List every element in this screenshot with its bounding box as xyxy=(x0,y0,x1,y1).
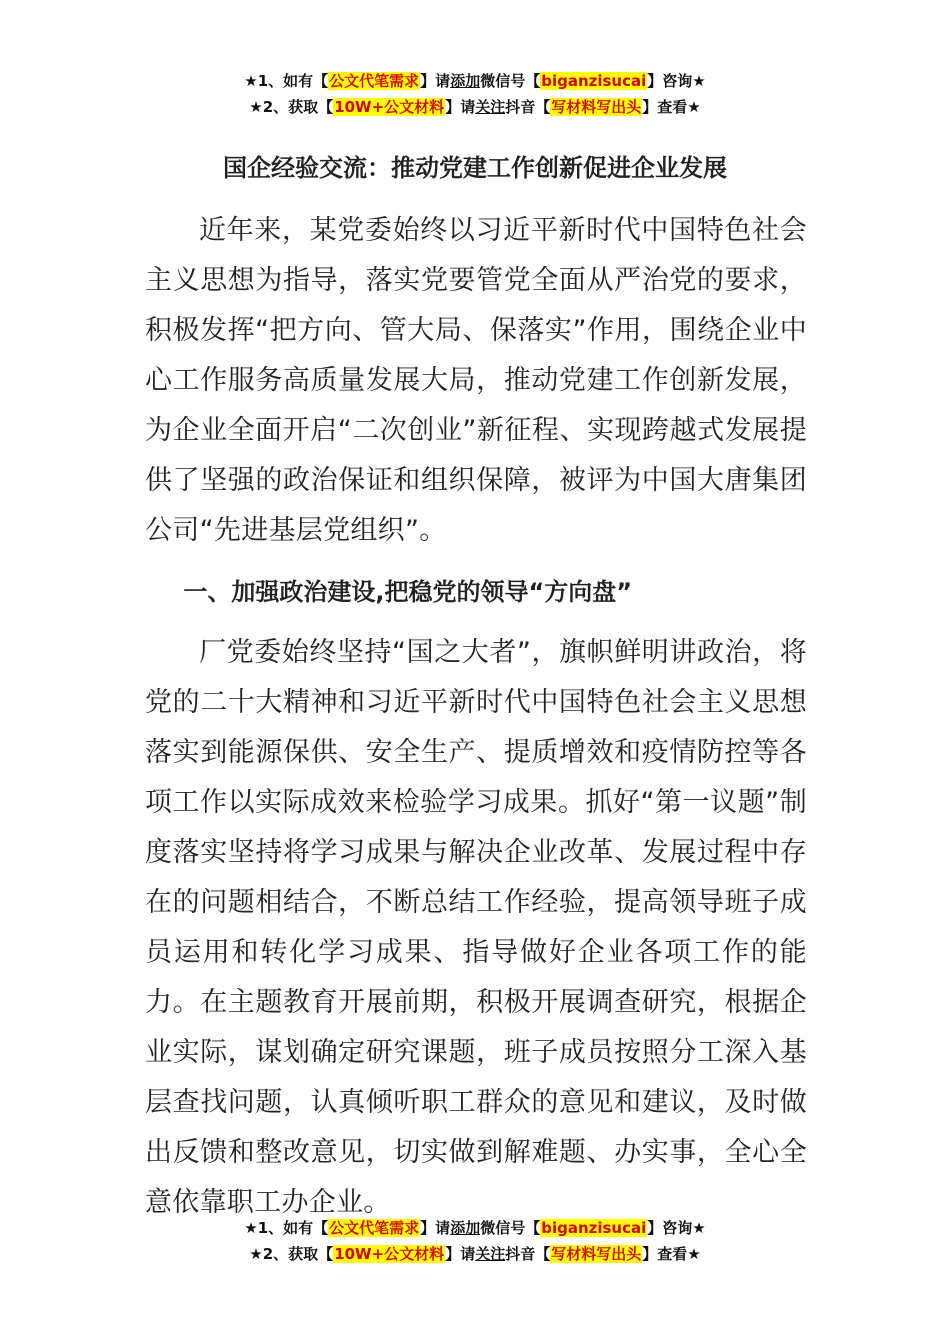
notice-text: 抖音【 xyxy=(505,1245,551,1263)
underlined-follow: 关注 xyxy=(475,98,506,116)
notice-line-2 xyxy=(0,1241,950,1267)
notice-text: 微信号【 xyxy=(480,72,541,90)
notice-line-2 xyxy=(0,94,950,120)
section-heading-1: 一、加强政治建设,把稳党的领导“方向盘” xyxy=(183,578,633,606)
highlight-douyin-account: 写材料写出头 xyxy=(551,98,642,116)
highlight-materials: 10W+公文材料 xyxy=(334,1245,445,1263)
notice-text: ★2、获取【 xyxy=(249,98,334,116)
notice-text: 】请 xyxy=(420,1219,451,1237)
underlined-add: 添加 xyxy=(450,1219,481,1237)
highlight-service: 公文代笔需求 xyxy=(329,1219,420,1237)
underlined-follow: 关注 xyxy=(475,1245,506,1263)
notice-text: 】查看★ xyxy=(642,1245,701,1263)
notice-text: ★2、获取【 xyxy=(249,1245,334,1263)
notice-text: 】请 xyxy=(420,72,451,90)
highlight-wechat-id: biganzisucai xyxy=(541,1219,647,1237)
bottom-notice-banner xyxy=(0,1215,950,1267)
notice-text: 】请 xyxy=(445,98,476,116)
body-paragraph-2: 厂党委始终坚持“国之大者”，旗帜鲜明讲政治，将党的二十大精神和习近平新时代中国特色社会主义思想落实到能源保供、安全生产、提质增效和疫情防控等各项工作以实际成效来检验学习成果。抓好“第一议题”制度落实坚持将学习成果与解决企业改革、发展过程中存在的问题相结合，不断总结工作经验，提高领导班子成员运用和转化学习成果、指导做好企业各项工作的能力。在主题教育开展前期，积极开展调查研究，根据企业实际，谋划确定研究课题，班子成员按照分工深入基层查找问题，认真倾听职工群众的意见和建议，及时做出反馈和整改意见，切实做到解难题、办实事，全心全意依靠职工办企业。 xyxy=(145,637,807,1218)
underlined-add: 添加 xyxy=(450,72,481,90)
notice-text: 】咨询★ xyxy=(647,72,706,90)
notice-text: 微信号【 xyxy=(480,1219,541,1237)
highlight-douyin-account: 写材料写出头 xyxy=(551,1245,642,1263)
notice-text: 】查看★ xyxy=(642,98,701,116)
notice-line-1 xyxy=(0,68,950,94)
notice-text: 】请 xyxy=(445,1245,476,1263)
notice-line-1 xyxy=(0,1215,950,1241)
notice-text: 抖音【 xyxy=(505,98,551,116)
highlight-wechat-id: biganzisucai xyxy=(541,72,647,90)
body-paragraph-1: 近年来，某党委始终以习近平新时代中国特色社会主义思想为指导，落实党要管党全面从严治党的要求，积极发挥“把方向、管大局、保落实”作用，围绕企业中心工作服务高质量发展大局，推动党建工作创新发展，为企业全面开启“二次创业”新征程、实现跨越式发展提供了坚强的政治保证和组织保障，被评为中国大唐集团公司“先进基层党组织”。 xyxy=(145,215,807,546)
notice-text: ★1、如有【 xyxy=(244,1219,329,1237)
notice-text: ★1、如有【 xyxy=(244,72,329,90)
highlight-service: 公文代笔需求 xyxy=(329,72,420,90)
highlight-materials: 10W+公文材料 xyxy=(334,98,445,116)
notice-text: 】咨询★ xyxy=(647,1219,706,1237)
document-title: 国企经验交流：推动党建工作创新促进企业发展 xyxy=(223,154,727,182)
top-notice-banner xyxy=(0,68,950,120)
